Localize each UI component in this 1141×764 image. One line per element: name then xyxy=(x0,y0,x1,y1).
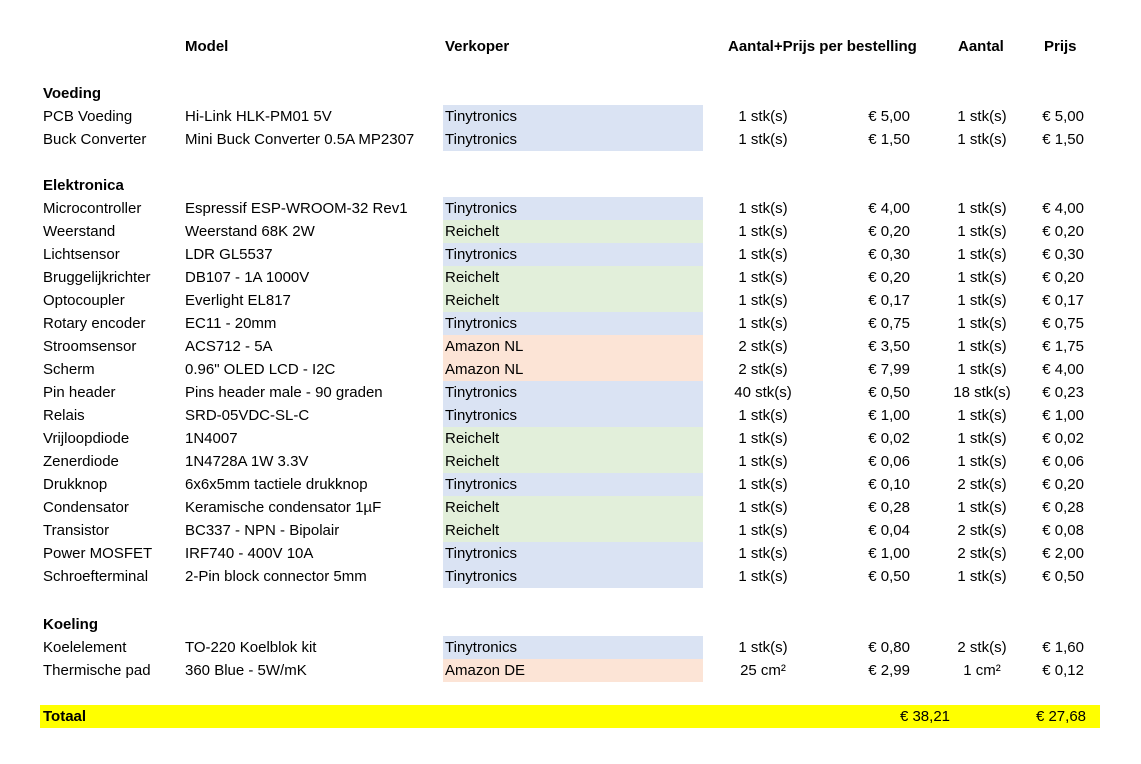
item-name: Scherm xyxy=(43,361,95,378)
item-seller: Tinytronics xyxy=(443,312,703,335)
item-quantity: 18 stk(s) xyxy=(953,384,1011,401)
table-row xyxy=(0,519,1141,542)
order-price: € 0,50 xyxy=(868,384,910,401)
item-name: Stroomsensor xyxy=(43,338,137,355)
item-price: € 5,00 xyxy=(1042,108,1084,125)
item-seller: Tinytronics xyxy=(443,243,703,266)
order-price: € 0,06 xyxy=(868,453,910,470)
order-price: € 1,50 xyxy=(868,131,910,148)
table-row xyxy=(0,496,1141,519)
item-seller: Tinytronics xyxy=(443,105,703,128)
item-quantity: 1 stk(s) xyxy=(957,223,1007,240)
table-row xyxy=(0,659,1141,682)
item-quantity: 2 stk(s) xyxy=(957,522,1007,539)
table-row xyxy=(0,335,1141,358)
order-quantity: 1 stk(s) xyxy=(738,315,788,332)
order-price: € 1,00 xyxy=(868,545,910,562)
order-quantity: 2 stk(s) xyxy=(738,361,788,378)
order-quantity: 1 stk(s) xyxy=(738,269,788,286)
order-price: € 0,17 xyxy=(868,292,910,309)
item-seller: Reichelt xyxy=(443,289,703,312)
order-price: € 7,99 xyxy=(868,361,910,378)
item-seller: Reichelt xyxy=(443,496,703,519)
item-name: Condensator xyxy=(43,499,129,516)
item-model: TO-220 Koelblok kit xyxy=(185,639,317,656)
item-price: € 0,50 xyxy=(1042,568,1084,585)
order-quantity: 1 stk(s) xyxy=(738,522,788,539)
item-quantity: 1 stk(s) xyxy=(957,568,1007,585)
table-row xyxy=(0,542,1141,565)
total-price-amount: € 27,68 xyxy=(1035,708,1086,725)
item-seller: Tinytronics xyxy=(443,128,703,151)
order-quantity: 1 stk(s) xyxy=(738,223,788,240)
item-price: € 0,75 xyxy=(1042,315,1084,332)
order-quantity: 1 stk(s) xyxy=(738,545,788,562)
item-price: € 1,00 xyxy=(1042,407,1084,424)
order-quantity: 1 stk(s) xyxy=(738,430,788,447)
order-price: € 4,00 xyxy=(868,200,910,217)
item-price: € 0,12 xyxy=(1042,662,1084,679)
item-name: Buck Converter xyxy=(43,131,147,148)
table-row xyxy=(0,289,1141,312)
item-model: SRD-05VDC-SL-C xyxy=(185,407,310,424)
item-price: € 0,08 xyxy=(1042,522,1084,539)
item-price: € 0,20 xyxy=(1042,223,1084,240)
order-quantity: 1 stk(s) xyxy=(738,131,788,148)
item-seller: Amazon NL xyxy=(443,358,703,381)
order-price: € 5,00 xyxy=(868,108,910,125)
item-name: Lichtsensor xyxy=(43,246,120,263)
item-model: Weerstand 68K 2W xyxy=(185,223,315,240)
item-model: 1N4728A 1W 3.3V xyxy=(185,453,309,470)
item-seller: Tinytronics xyxy=(443,197,703,220)
table-row xyxy=(0,312,1141,335)
header-seller: Verkoper xyxy=(445,38,510,55)
order-quantity: 1 stk(s) xyxy=(738,246,788,263)
item-quantity: 1 stk(s) xyxy=(957,361,1007,378)
item-name: Koelelement xyxy=(43,639,127,656)
total-row xyxy=(40,705,1100,728)
item-name: Drukknop xyxy=(43,476,108,493)
order-price: € 0,75 xyxy=(868,315,910,332)
section-title: Koeling xyxy=(43,616,98,633)
item-model: Mini Buck Converter 0.5A MP2307 xyxy=(185,131,415,148)
item-name: Bruggelijkrichter xyxy=(43,269,151,286)
item-quantity: 1 stk(s) xyxy=(957,338,1007,355)
order-quantity: 25 cm² xyxy=(740,662,786,679)
item-name: Transistor xyxy=(43,522,110,539)
item-model: IRF740 - 400V 10A xyxy=(185,545,314,562)
item-seller: Reichelt xyxy=(443,450,703,473)
order-price: € 0,04 xyxy=(868,522,910,539)
header-model: Model xyxy=(185,38,229,55)
item-price: € 1,50 xyxy=(1042,131,1084,148)
order-quantity: 1 stk(s) xyxy=(738,453,788,470)
table-row xyxy=(0,243,1141,266)
order-quantity: 1 stk(s) xyxy=(738,568,788,585)
item-price: € 1,60 xyxy=(1042,639,1084,656)
item-name: Power MOSFET xyxy=(43,545,153,562)
item-quantity: 1 stk(s) xyxy=(957,407,1007,424)
item-price: € 2,00 xyxy=(1042,545,1084,562)
item-seller: Tinytronics xyxy=(443,473,703,496)
item-model: Keramische condensator 1µF xyxy=(185,499,382,516)
item-model: 0.96" OLED LCD - I2C xyxy=(185,361,336,378)
item-model: Hi-Link HLK-PM01 5V xyxy=(185,108,332,125)
item-seller: Tinytronics xyxy=(443,404,703,427)
header-qty: Aantal xyxy=(958,38,1004,55)
item-price: € 0,02 xyxy=(1042,430,1084,447)
item-name: Zenerdiode xyxy=(43,453,119,470)
order-price: € 3,50 xyxy=(868,338,910,355)
order-quantity: 40 stk(s) xyxy=(734,384,792,401)
item-name: Microcontroller xyxy=(43,200,142,217)
item-name: Schroefterminal xyxy=(43,568,149,585)
section-title: Elektronica xyxy=(43,177,124,194)
item-model: 360 Blue - 5W/mK xyxy=(185,662,307,679)
item-price: € 0,28 xyxy=(1042,499,1084,516)
item-seller: Reichelt xyxy=(443,519,703,542)
table-row xyxy=(0,358,1141,381)
item-price: € 1,75 xyxy=(1042,338,1084,355)
item-price: € 0,20 xyxy=(1042,476,1084,493)
item-seller: Reichelt xyxy=(443,427,703,450)
section-title: Voeding xyxy=(43,85,102,102)
table-row xyxy=(0,565,1141,588)
item-model: ACS712 - 5A xyxy=(185,338,273,355)
item-price: € 0,06 xyxy=(1042,453,1084,470)
item-model: Espressif ESP-WROOM-32 Rev1 xyxy=(185,200,408,217)
item-quantity: 1 stk(s) xyxy=(957,453,1007,470)
item-seller: Reichelt xyxy=(443,220,703,243)
item-quantity: 1 stk(s) xyxy=(957,430,1007,447)
item-name: PCB Voeding xyxy=(43,108,133,125)
item-seller: Tinytronics xyxy=(443,565,703,588)
item-name: Thermische pad xyxy=(43,662,151,679)
item-quantity: 1 stk(s) xyxy=(957,292,1007,309)
table-row xyxy=(0,266,1141,289)
order-quantity: 2 stk(s) xyxy=(738,338,788,355)
table-row xyxy=(0,105,1141,128)
order-quantity: 1 stk(s) xyxy=(738,108,788,125)
item-quantity: 1 stk(s) xyxy=(957,246,1007,263)
item-model: 2-Pin block connector 5mm xyxy=(185,568,367,585)
item-quantity: 1 stk(s) xyxy=(957,200,1007,217)
item-price: € 4,00 xyxy=(1042,200,1084,217)
table-row xyxy=(0,450,1141,473)
item-price: € 0,30 xyxy=(1042,246,1084,263)
order-quantity: 1 stk(s) xyxy=(738,292,788,309)
item-price: € 0,17 xyxy=(1042,292,1084,309)
order-price: € 2,99 xyxy=(868,662,910,679)
item-quantity: 2 stk(s) xyxy=(957,545,1007,562)
table-row xyxy=(0,427,1141,450)
item-model: BC337 - NPN - Bipolair xyxy=(185,522,340,539)
item-quantity: 2 stk(s) xyxy=(957,476,1007,493)
item-quantity: 1 stk(s) xyxy=(957,131,1007,148)
order-price: € 0,20 xyxy=(868,269,910,286)
item-model: Pins header male - 90 graden xyxy=(185,384,383,401)
order-price: € 1,00 xyxy=(868,407,910,424)
item-name: Relais xyxy=(43,407,85,424)
item-name: Pin header xyxy=(43,384,116,401)
table-row xyxy=(0,381,1141,404)
order-quantity: 1 stk(s) xyxy=(738,499,788,516)
item-quantity: 2 stk(s) xyxy=(957,639,1007,656)
item-seller: Amazon NL xyxy=(443,335,703,358)
header-price: Prijs xyxy=(1044,38,1077,55)
item-name: Rotary encoder xyxy=(43,315,146,332)
total-order-amount: € 38,21 xyxy=(899,708,950,725)
item-seller: Reichelt xyxy=(443,266,703,289)
table-row xyxy=(0,404,1141,427)
table-row xyxy=(0,473,1141,496)
table-row xyxy=(0,197,1141,220)
header-order: Aantal+Prijs per bestelling xyxy=(728,38,917,55)
item-price: € 0,20 xyxy=(1042,269,1084,286)
item-model: EC11 - 20mm xyxy=(185,315,277,332)
order-quantity: 1 stk(s) xyxy=(738,639,788,656)
table-row xyxy=(0,128,1141,151)
order-price: € 0,10 xyxy=(868,476,910,493)
order-price: € 0,20 xyxy=(868,223,910,240)
item-quantity: 1 stk(s) xyxy=(957,499,1007,516)
item-seller: Tinytronics xyxy=(443,381,703,404)
item-quantity: 1 stk(s) xyxy=(957,269,1007,286)
header-row xyxy=(0,0,1141,55)
item-price: € 0,23 xyxy=(1042,384,1084,401)
order-quantity: 1 stk(s) xyxy=(738,476,788,493)
item-name: Vrijloopdiode xyxy=(43,430,130,447)
item-model: Everlight EL817 xyxy=(185,292,291,309)
item-name: Weerstand xyxy=(43,223,116,240)
order-price: € 0,80 xyxy=(868,639,910,656)
item-seller: Amazon DE xyxy=(443,659,703,682)
table-row xyxy=(0,636,1141,659)
item-model: DB107 - 1A 1000V xyxy=(185,269,310,286)
item-price: € 4,00 xyxy=(1042,361,1084,378)
item-quantity: 1 stk(s) xyxy=(957,315,1007,332)
order-price: € 0,50 xyxy=(868,568,910,585)
item-model: 1N4007 xyxy=(185,430,238,447)
item-seller: Tinytronics xyxy=(443,636,703,659)
item-quantity: 1 stk(s) xyxy=(957,108,1007,125)
item-model: LDR GL5537 xyxy=(185,246,273,263)
order-quantity: 1 stk(s) xyxy=(738,407,788,424)
order-price: € 0,02 xyxy=(868,430,910,447)
total-label: Totaal xyxy=(43,708,87,725)
item-quantity: 1 cm² xyxy=(963,662,1001,679)
order-quantity: 1 stk(s) xyxy=(738,200,788,217)
item-model: 6x6x5mm tactiele drukknop xyxy=(185,476,368,493)
order-price: € 0,28 xyxy=(868,499,910,516)
item-seller: Tinytronics xyxy=(443,542,703,565)
order-price: € 0,30 xyxy=(868,246,910,263)
item-name: Optocoupler xyxy=(43,292,125,309)
table-row xyxy=(0,220,1141,243)
